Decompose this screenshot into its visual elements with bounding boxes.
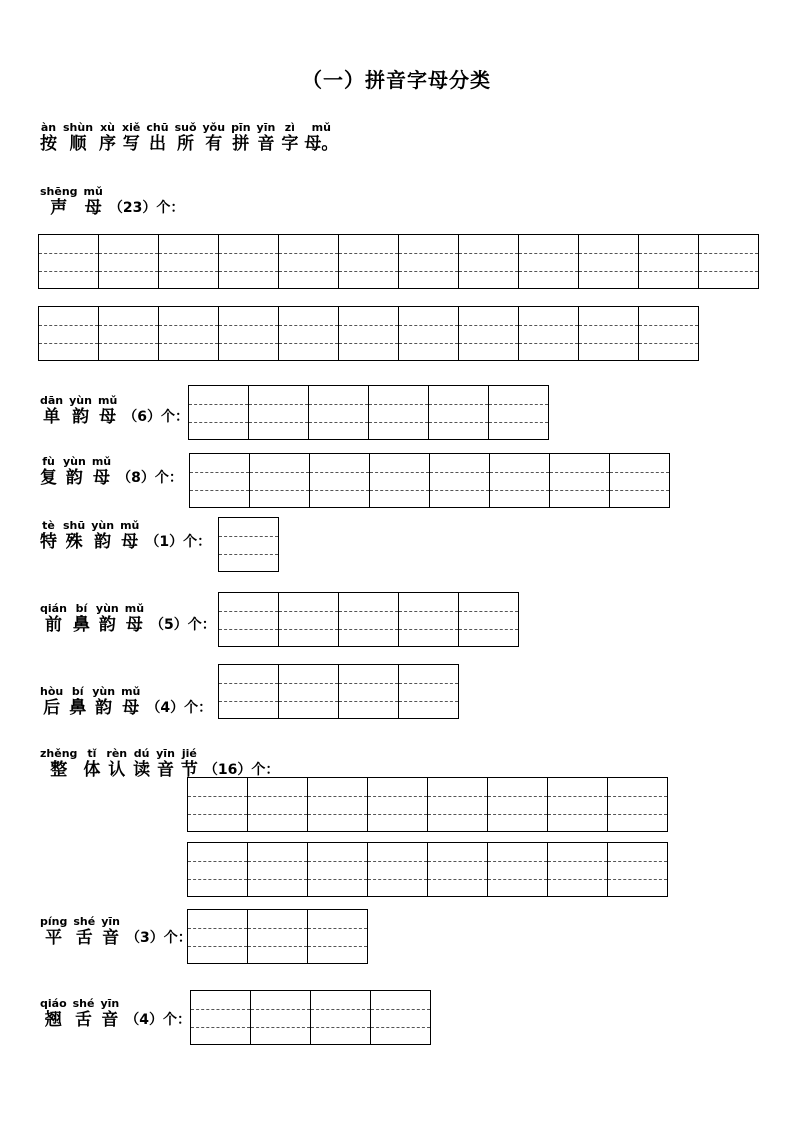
count-suffix: （16）个： (203, 762, 280, 778)
writing-cell[interactable] (279, 664, 339, 719)
writing-grid-qiaoshe-row-1 (190, 990, 431, 1045)
pinyin-text: mǔ (91, 455, 112, 468)
hanzi-text: 整 (50, 760, 68, 780)
pinyin-text: yīn (256, 121, 276, 134)
writing-cell[interactable] (188, 777, 248, 832)
writing-grid-shengmu-row-1 (38, 234, 759, 289)
pinyin-char (40, 686, 63, 718)
hanzi-text: 韵 (94, 532, 112, 552)
pinyin-char (40, 395, 63, 427)
section-label-fuyunmu (40, 456, 183, 488)
pinyin-text: bí (71, 685, 84, 698)
pinyin-char (125, 603, 144, 635)
hanzi-text: 鼻 (72, 615, 90, 635)
pinyin-text: shé (73, 915, 96, 928)
writing-cell[interactable] (368, 842, 428, 897)
pinyin-text: xù (100, 121, 116, 134)
pinyin-char (120, 520, 139, 552)
writing-cell[interactable] (369, 385, 429, 440)
pinyin-text: suǒ (174, 121, 197, 134)
writing-cell[interactable] (189, 385, 249, 440)
section-label-houbiyunmu (40, 686, 212, 718)
writing-cell[interactable] (608, 777, 668, 832)
pinyin-text: mǔ (120, 519, 140, 532)
hanzi-text: 字 (281, 134, 299, 154)
pinyin-text: yùn (91, 519, 115, 532)
section-label-qiaoshe (40, 998, 191, 1030)
hanzi-text: 音 (102, 928, 120, 948)
writing-cell[interactable] (339, 592, 399, 647)
writing-cell[interactable] (248, 909, 308, 964)
hanzi-text: 鼻 (69, 698, 87, 718)
writing-cell[interactable] (279, 592, 339, 647)
writing-cell[interactable] (399, 306, 459, 361)
writing-cell[interactable] (99, 234, 159, 289)
section-label-shengmu (40, 186, 184, 218)
pinyin-text: shùn (63, 121, 94, 134)
hanzi-text: 母 (84, 198, 102, 218)
page-title: （一）拼音字母分类 (302, 68, 491, 92)
pinyin-char (84, 186, 103, 218)
pinyin-char (40, 748, 77, 780)
pinyin-char (40, 520, 57, 552)
pinyin-text: mǔ (83, 185, 103, 198)
writing-grid-fuyunmu-row-1 (189, 453, 670, 508)
hanzi-text: 按 (40, 134, 57, 154)
hanzi-text: 声 (50, 198, 68, 218)
pinyin-char (73, 603, 90, 635)
writing-grid-pingshe-row-1 (187, 909, 368, 964)
hanzi-text: 单 (43, 407, 61, 427)
writing-grid-qianbiyunmu-row-1 (218, 592, 519, 647)
pinyin-text: àn (40, 121, 57, 134)
section-label-pingshe (40, 916, 192, 948)
writing-cell[interactable] (519, 234, 579, 289)
count-suffix: （4）个： (125, 1012, 191, 1028)
count-suffix: （8）个： (117, 470, 183, 486)
count-suffix: （4）个： (146, 700, 213, 716)
writing-cell[interactable] (370, 453, 430, 508)
pinyin-char (98, 395, 117, 427)
pinyin-char (69, 395, 92, 427)
pinyin-text: shū (63, 519, 86, 532)
pinyin-char (40, 998, 67, 1030)
hanzi-text: 平 (45, 928, 63, 948)
writing-grid-shengmu-row-2 (38, 306, 699, 361)
hanzi-text: 序 (99, 134, 117, 154)
writing-cell[interactable] (190, 453, 250, 508)
pinyin-char (281, 122, 298, 154)
writing-cell[interactable] (368, 777, 428, 832)
writing-cell[interactable] (159, 306, 219, 361)
hanzi-text: 认 (108, 760, 126, 780)
pinyin-char (100, 998, 119, 1030)
hanzi-text: 前 (44, 615, 62, 635)
writing-cell[interactable] (249, 385, 309, 440)
hanzi-text: 殊 (65, 532, 83, 552)
pinyin-char (40, 603, 67, 635)
hanzi-text: 音 (101, 1010, 119, 1030)
pinyin-text: tè (42, 519, 55, 532)
pinyin-text: mǔ (124, 602, 145, 615)
pinyin-char (40, 916, 67, 948)
writing-grid-zhengti-row-2 (187, 842, 668, 897)
pinyin-text: yīn (100, 997, 120, 1010)
pinyin-char (106, 748, 127, 780)
pinyin-char (92, 686, 115, 718)
writing-cell[interactable] (39, 234, 99, 289)
writing-cell[interactable] (428, 777, 488, 832)
writing-cell[interactable] (219, 664, 279, 719)
pinyin-char (146, 122, 168, 154)
writing-cell[interactable] (548, 777, 608, 832)
count-suffix: （23）个： (108, 200, 185, 216)
pinyin-text: yùn (63, 455, 86, 468)
writing-grid-zhengti-row-1 (187, 777, 668, 832)
pinyin-text: tǐ (87, 747, 97, 760)
writing-cell[interactable] (251, 990, 311, 1045)
section-label-qianbiyunmu (40, 603, 216, 635)
writing-cell[interactable] (279, 306, 339, 361)
pinyin-text: mǔ (311, 121, 331, 134)
writing-cell[interactable] (610, 453, 670, 508)
hanzi-text: 翘 (44, 1010, 62, 1030)
writing-cell[interactable] (579, 306, 639, 361)
pinyin-char (63, 122, 93, 154)
pinyin-char (133, 748, 150, 780)
writing-cell[interactable] (639, 306, 699, 361)
pinyin-char (304, 122, 338, 154)
pinyin-char (231, 122, 250, 154)
pinyin-text: fù (42, 455, 55, 468)
pinyin-text: yīn (156, 747, 175, 760)
writing-cell[interactable] (99, 306, 159, 361)
writing-cell[interactable] (339, 664, 399, 719)
pinyin-char (40, 186, 78, 218)
pinyin-char (63, 456, 86, 488)
hanzi-text: 音 (257, 134, 275, 154)
hanzi-text: 韵 (65, 468, 83, 488)
writing-cell[interactable] (489, 385, 549, 440)
hanzi-text: 韵 (98, 615, 116, 635)
writing-cell[interactable] (488, 842, 548, 897)
writing-cell[interactable] (490, 453, 550, 508)
pinyin-char (91, 520, 114, 552)
pinyin-char (96, 603, 119, 635)
writing-cell[interactable] (579, 234, 639, 289)
hanzi-text: 母 (122, 698, 140, 718)
count-suffix: （1）个： (145, 534, 212, 550)
hanzi-text: 节 (180, 760, 198, 780)
writing-cell[interactable] (191, 990, 251, 1045)
pinyin-text: chū (146, 121, 169, 134)
writing-cell[interactable] (399, 592, 459, 647)
writing-cell[interactable] (250, 453, 310, 508)
hanzi-text: 舌 (75, 928, 93, 948)
writing-grid-danyunmu-row-1 (188, 385, 549, 440)
writing-cell[interactable] (219, 592, 279, 647)
pinyin-char (73, 998, 95, 1030)
pinyin-text: shēng (40, 185, 78, 198)
writing-cell[interactable] (339, 306, 399, 361)
hanzi-text: 特 (40, 532, 57, 552)
pinyin-char (203, 122, 226, 154)
writing-cell[interactable] (219, 306, 279, 361)
writing-cell[interactable] (459, 306, 519, 361)
count-suffix: （5）个： (150, 617, 216, 633)
writing-cell[interactable] (159, 234, 219, 289)
writing-cell[interactable] (459, 234, 519, 289)
pinyin-char (181, 748, 198, 780)
writing-cell[interactable] (311, 990, 371, 1045)
pinyin-text: yùn (95, 602, 119, 615)
hanzi-text: 母 (99, 407, 117, 427)
pinyin-char (40, 122, 57, 154)
hanzi-text: 音 (157, 760, 175, 780)
pinyin-text: xiě (122, 121, 141, 134)
writing-cell[interactable] (308, 842, 368, 897)
pinyin-text: zhěng (40, 747, 78, 760)
pinyin-char (73, 916, 95, 948)
writing-cell[interactable] (608, 842, 668, 897)
writing-cell[interactable] (279, 234, 339, 289)
pinyin-text: qiáo (40, 997, 67, 1010)
writing-cell[interactable] (248, 842, 308, 897)
pinyin-char (122, 122, 140, 154)
section-label-danyunmu (40, 395, 189, 427)
hanzi-text: 母。 (304, 134, 339, 154)
writing-cell[interactable] (308, 909, 368, 964)
pinyin-text: yùn (92, 685, 116, 698)
pinyin-text: rèn (106, 747, 128, 760)
instruction-line (40, 122, 344, 154)
pinyin-char (257, 122, 276, 154)
writing-cell[interactable] (399, 664, 459, 719)
hanzi-text: 后 (43, 698, 61, 718)
pinyin-text: mǔ (121, 685, 141, 698)
section-label-zhengti (40, 748, 279, 780)
hanzi-text: 拼 (232, 134, 250, 154)
hanzi-text: 顺 (69, 134, 87, 154)
hanzi-text: 母 (92, 468, 110, 488)
pinyin-text: pīn (231, 121, 251, 134)
count-suffix: （3）个： (125, 930, 192, 946)
pinyin-text: jié (181, 747, 197, 760)
pinyin-char (92, 456, 111, 488)
pinyin-text: hòu (40, 685, 64, 698)
pinyin-char (69, 686, 86, 718)
writing-cell[interactable] (219, 234, 279, 289)
hanzi-text: 体 (83, 760, 101, 780)
hanzi-text: 复 (40, 468, 57, 488)
writing-cell[interactable] (371, 990, 431, 1045)
pinyin-text: bí (75, 602, 88, 615)
writing-cell[interactable] (219, 517, 279, 572)
pinyin-text: mǔ (97, 394, 118, 407)
pinyin-char (99, 122, 116, 154)
hanzi-text: 韵 (95, 698, 113, 718)
writing-grid-teshuyunmu-row-1 (218, 517, 279, 572)
writing-cell[interactable] (339, 234, 399, 289)
pinyin-char (83, 748, 100, 780)
pinyin-text: yīn (101, 915, 120, 928)
writing-cell[interactable] (428, 842, 488, 897)
hanzi-text: 有 (205, 134, 223, 154)
pinyin-char (101, 916, 120, 948)
pinyin-text: dú (133, 747, 150, 760)
pinyin-char (175, 122, 197, 154)
hanzi-text: 韵 (72, 407, 90, 427)
writing-cell[interactable] (639, 234, 699, 289)
pinyin-char (63, 520, 85, 552)
writing-cell[interactable] (188, 909, 248, 964)
pinyin-text: píng (40, 915, 68, 928)
pinyin-text: shé (72, 997, 95, 1010)
writing-cell[interactable] (519, 306, 579, 361)
pinyin-char (121, 686, 140, 718)
writing-cell[interactable] (429, 385, 489, 440)
pinyin-text: yùn (69, 394, 92, 407)
writing-cell[interactable] (39, 306, 99, 361)
writing-cell[interactable] (309, 385, 369, 440)
pinyin-text: yǒu (202, 121, 226, 134)
count-suffix: （6）个： (123, 409, 190, 425)
pinyin-text: dān (40, 394, 64, 407)
writing-cell[interactable] (488, 777, 548, 832)
writing-grid-houbiyunmu-row-1 (218, 664, 459, 719)
writing-cell[interactable] (550, 453, 610, 508)
hanzi-text: 舌 (75, 1010, 93, 1030)
pinyin-char (40, 456, 57, 488)
hanzi-text: 所 (177, 134, 195, 154)
hanzi-text: 母 (121, 532, 139, 552)
pinyin-text: qián (40, 602, 67, 615)
writing-cell[interactable] (248, 777, 308, 832)
section-label-teshuyunmu (40, 520, 211, 552)
writing-cell[interactable] (310, 453, 370, 508)
pinyin-char (156, 748, 175, 780)
pinyin-text: zì (284, 121, 295, 134)
hanzi-text: 母 (125, 615, 143, 635)
writing-cell[interactable] (188, 842, 248, 897)
hanzi-text: 出 (148, 134, 166, 154)
writing-cell[interactable] (459, 592, 519, 647)
writing-cell[interactable] (399, 234, 459, 289)
writing-cell[interactable] (430, 453, 490, 508)
hanzi-text: 读 (133, 760, 151, 780)
hanzi-text: 写 (122, 134, 140, 154)
writing-cell[interactable] (548, 842, 608, 897)
writing-cell[interactable] (308, 777, 368, 832)
writing-cell[interactable] (699, 234, 759, 289)
